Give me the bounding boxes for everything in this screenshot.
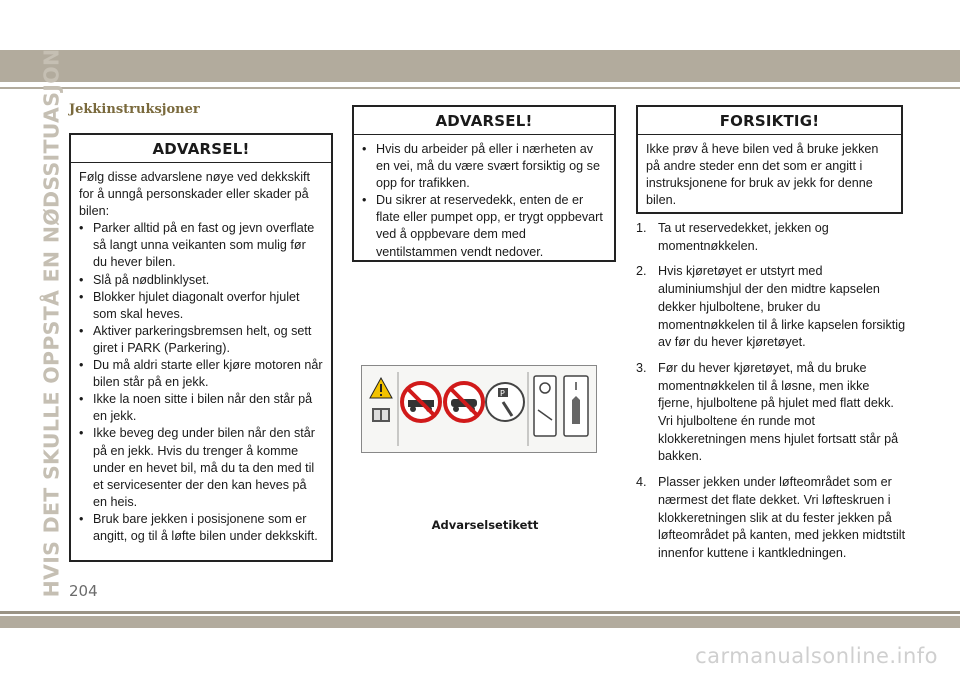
step-number: 2. bbox=[636, 264, 647, 279]
section-title: Jekkinstruksjoner bbox=[69, 102, 200, 117]
list-item: • Ikke beveg deg under bilen når den står på en jekk. Hvis du trenger å komme under en hevet bil, må du ta den med til et servicesenter der den kan heves på en heis. bbox=[79, 425, 323, 510]
caution-body bbox=[638, 135, 901, 215]
warning-list bbox=[79, 220, 323, 545]
list-item: • Bruk bare jekken i posisjonene som er angitt, og til å løfte bilen under dekkskift. bbox=[79, 511, 323, 545]
list-item: • Aktiver parkeringsbremsen helt, og sett giret i PARK (Parkering). bbox=[79, 323, 323, 357]
top-band bbox=[0, 50, 960, 82]
step-text: Før du hever kjøretøyet, må du bruke momentnøkkelen til å løsne, men ikke fjerne, hjulboltene på hjulet med flatt dekk. Vri hjulboltene én runde mot klokkeretningen mens hjulet fortsatt står på bakken. bbox=[658, 360, 899, 464]
side-title-text: HVIS DET SKULLE OPPSTÅ EN NØDSSITUASJON bbox=[39, 48, 64, 598]
watermark: carmanualsonline.info bbox=[695, 644, 938, 668]
list-item: • Blokker hjulet diagonalt overfor hjulet som skal heves. bbox=[79, 289, 323, 323]
page-number: 204 bbox=[69, 582, 98, 600]
step-item bbox=[636, 474, 906, 563]
bottom-rule bbox=[0, 611, 960, 614]
no-engine-running-icon bbox=[445, 383, 483, 421]
manual-book-icon bbox=[372, 408, 390, 422]
warning-body bbox=[71, 163, 331, 551]
warning-list bbox=[362, 141, 606, 261]
list-item: • Ikke la noen sitte i bilen når den står på en jekk. bbox=[79, 391, 323, 425]
step-text: Ta ut reservedekket, jekken og momentnøkkelen. bbox=[658, 221, 829, 253]
caution-box bbox=[636, 105, 903, 214]
svg-text:P: P bbox=[500, 389, 505, 398]
caution-text: Ikke prøv å heve bilen ved å bruke jekken på andre steder enn det som er angitt i instruksjonene for bruk av jekk for denne bilen. bbox=[646, 142, 879, 208]
jack-position-icon bbox=[534, 376, 556, 436]
step-number: 3. bbox=[636, 360, 647, 375]
side-title bbox=[39, 48, 64, 598]
step-number: 4. bbox=[636, 475, 647, 490]
warning-intro: Følg disse advarslene nøye ved dekkskift for å unngå personskader eller skader på bilen: bbox=[79, 170, 310, 219]
warning-heading: ADVARSEL! bbox=[71, 135, 331, 163]
steps-list bbox=[636, 220, 906, 571]
step-item bbox=[636, 263, 906, 352]
step-text: Hvis kjøretøyet er utstyrt med aluminiumshjul der den midtre kapselen dekker hjulboltene, bruker du momentnøkkelen til å lirke kapselen forsiktig av før du hever kjøretøyet. bbox=[658, 264, 906, 350]
gear-shift-park-icon bbox=[486, 383, 524, 421]
step-text: Plasser jekken under løfteområdet som er nærmest det flate dekket. Vri løfteskruen i klokkeretningen slik at du fester jekken på løfteområdet på kanten, med jekken midtstilt innenfor kuttene i kantkledningen. bbox=[658, 475, 906, 560]
bottom-band bbox=[0, 616, 960, 628]
step-number: 1. bbox=[636, 221, 647, 235]
list-item: • Du må aldri starte eller kjøre motoren når bilen står på en jekk. bbox=[79, 357, 323, 391]
list-item: • Slå på nødblinklyset. bbox=[79, 272, 323, 289]
top-rule bbox=[0, 87, 960, 89]
warning-heading: ADVARSEL! bbox=[354, 107, 614, 135]
step-item bbox=[636, 360, 906, 466]
hand-pointing-icon bbox=[564, 376, 588, 436]
list-item: • Parker alltid på en fast og jevn overflate så langt unna veikanten som mulig før du hever bilen. bbox=[79, 220, 323, 271]
warning-box-2 bbox=[352, 105, 616, 262]
warning-box-1 bbox=[69, 133, 333, 562]
warning-body bbox=[354, 135, 614, 267]
list-item: • Du sikrer at reservedekk, enten de er flate eller pumpet opp, er trygt oppbevart ved å oppbevare dem med ventilstammen vendt nedover. bbox=[362, 192, 606, 260]
warning-label-image bbox=[361, 365, 597, 453]
caution-heading: FORSIKTIG! bbox=[638, 107, 901, 135]
no-person-under-car-icon bbox=[402, 383, 440, 421]
image-caption: Advarselsetikett bbox=[431, 518, 539, 532]
list-item: • Hvis du arbeider på eller i nærheten av en vei, må du være svært forsiktig og se opp for trafikken. bbox=[362, 141, 606, 192]
step-item bbox=[636, 220, 906, 255]
warning-label-graphic bbox=[362, 366, 596, 452]
